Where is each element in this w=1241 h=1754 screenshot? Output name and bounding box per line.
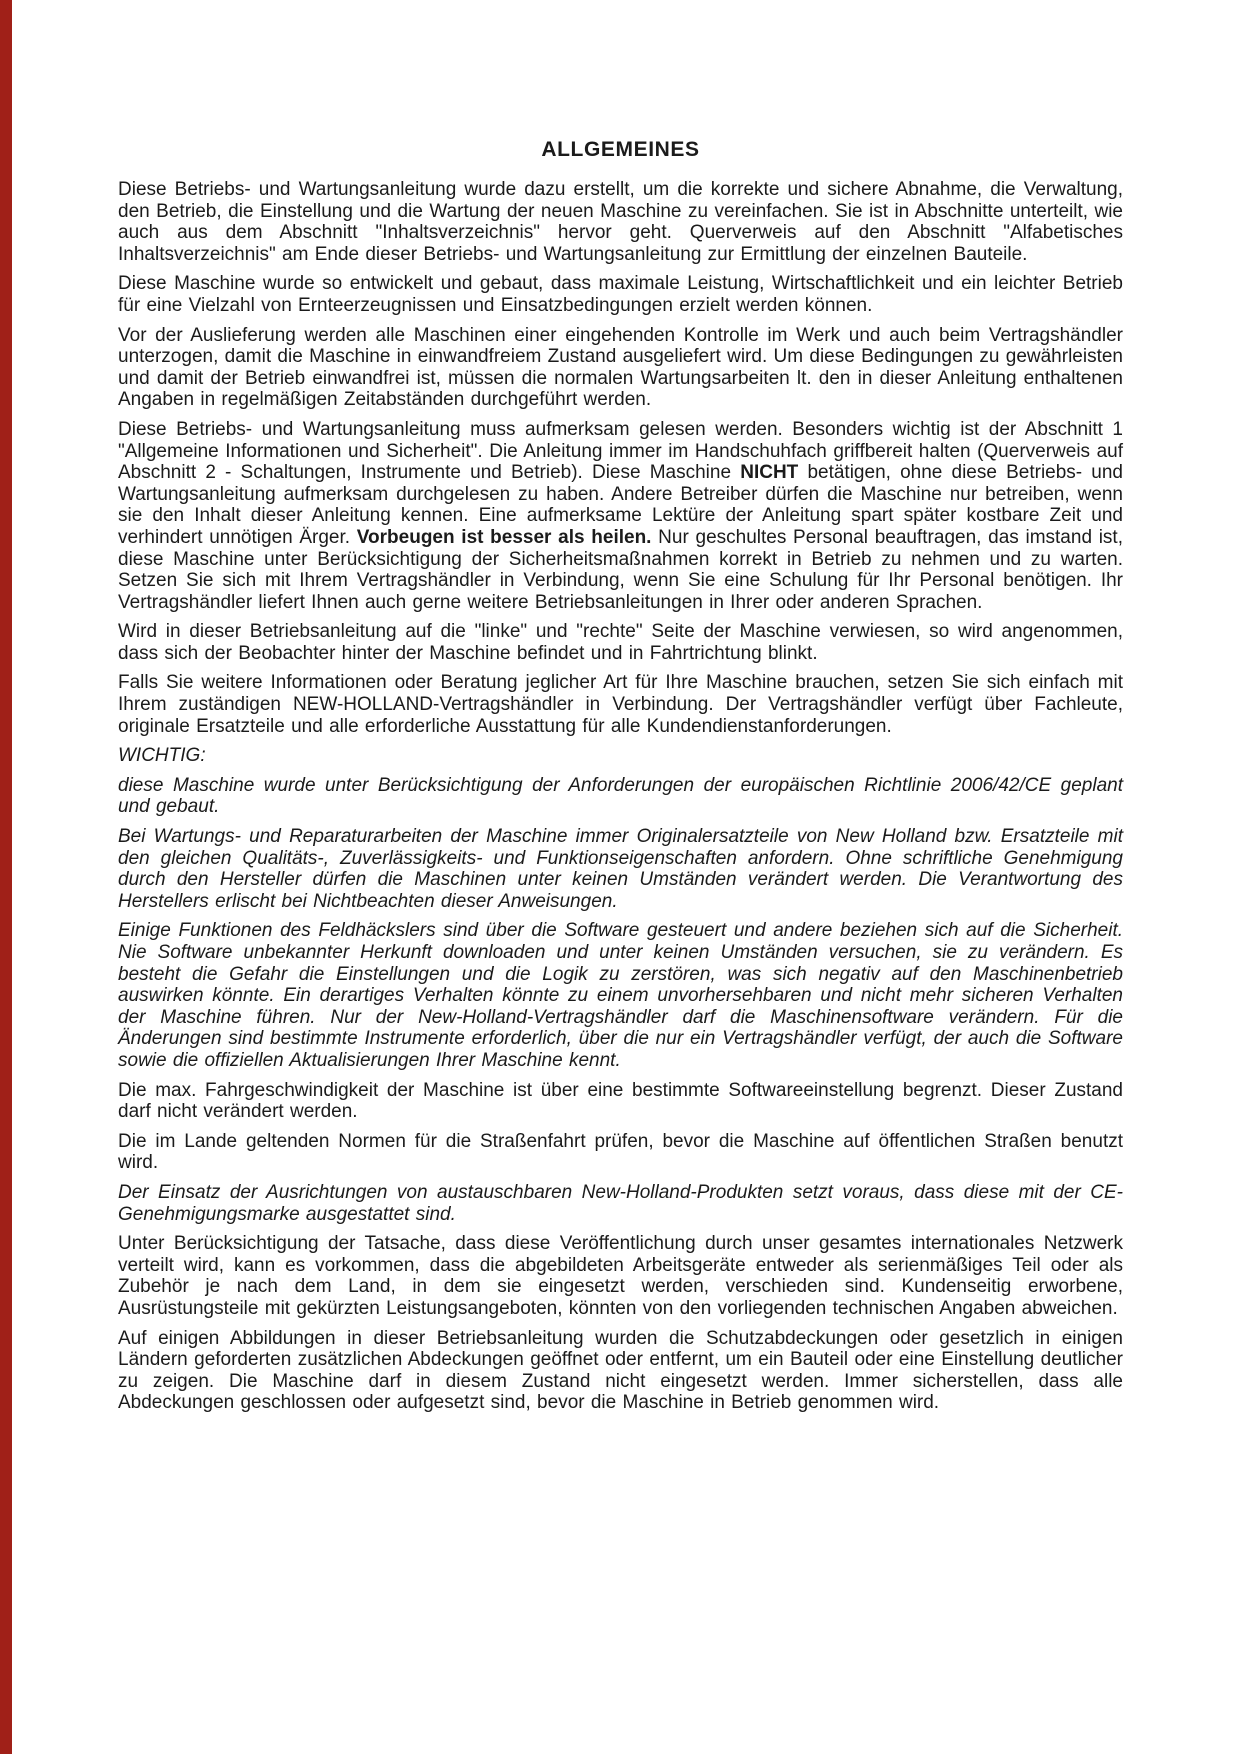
paragraph [118, 826, 1123, 912]
paragraph [118, 775, 1123, 818]
text-run: Einige Funktionen des Feldhäckslers sind über die Software gesteuert und andere beziehen sich auf die Sicherheit. Nie Software unbekannter Herkunft downloaden und unter keinen Umständen versuchen, sie zu verändern. Es besteht die Gefahr die Einstellungen und die Logik zu zerstören, was sich negativ auf den Maschinenbetrieb auswirken könnte. Ein derartiges Verhalten könnte zu einem unvorhersehbaren und nicht mehr sicheren Verhalten der Maschine führen. Nur der New-Holland-Vertragshändler darf die Maschinensoftware verändern. Für die Änderungen sind bestimmte Instrumente erforderlich, über die nur ein Vertragshändler verfügt, der auch die Software sowie die offiziellen Aktualisierungen Ihrer Maschine kennt. [118, 920, 1123, 1071]
page-title: ALLGEMEINES [541, 138, 700, 161]
paragraph [118, 1182, 1123, 1225]
paragraph [118, 672, 1123, 737]
paragraph [118, 179, 1123, 265]
text-run: Bei Wartungs- und Reparaturarbeiten der Maschine immer Originalersatzteile von New Holland bzw. Ersatzteile mit den gleichen Qualitäts-, Zuverlässigkeits- und Funktionseigenschaften anfordern. Ohne schriftliche Genehmigung durch den Hersteller dürfen die Maschinen unter keinen Umständen verändert werden. Die Verantwortung des Herstellers erlischt bei Nichtbeachten dieser Anweisungen. [118, 826, 1123, 912]
paragraph [118, 1131, 1123, 1174]
text-run: WICHTIG: [118, 745, 206, 767]
paragraph [118, 273, 1123, 316]
paragraph [118, 1233, 1123, 1319]
paragraph [118, 1080, 1123, 1123]
text-run: Wird in dieser Betriebsanleitung auf die "linke" und "rechte" Seite der Maschine verwiesen, so wird angenommen, dass sich der Beobachter hinter der Maschine befindet und in Fahrtrichtung blinkt. [118, 621, 1123, 664]
paragraph [118, 745, 1123, 767]
text-run: Auf einigen Abbildungen in dieser Betriebsanleitung wurden die Schutzabdeckungen oder gesetzlich in einigen Ländern geforderten zusätzlichen Abdeckungen geöffnet oder entfernt, um ein Bauteil oder eine Einstellung deutlicher zu zeigen. Die Maschine darf in diesem Zustand nicht eingesetzt werden. Immer sicherstellen, dass alle Abdeckungen geschlossen oder aufgesetzt sind, bevor die Maschine in Betrieb genommen wird. [118, 1327, 1123, 1414]
paragraph [118, 920, 1123, 1071]
text-run: Vor der Auslieferung werden alle Maschinen einer eingehenden Kontrolle im Werk und auch beim Vertragshändler unterzogen, damit die Maschine in einwandfreiem Zustand ausgeliefert wird. Um diese Bedingungen zu gewährleisten und damit der Betrieb einwandfrei ist, müssen die normalen Wartungsarbeiten lt. den in dieser Anleitung enthaltenen Angaben in regelmäßigen Zeitabständen durchgeführt werden. [118, 324, 1123, 411]
paragraph [118, 325, 1123, 411]
paragraph [118, 621, 1123, 664]
paragraph [118, 1328, 1123, 1414]
text-run: Die im Lande geltenden Normen für die Straßenfahrt prüfen, bevor die Maschine auf öffentlichen Straßen benutzt wird. [118, 1130, 1123, 1174]
text-run: Diese Betriebs- und Wartungsanleitung muss aufmerksam gelesen werden. Besonders wichtig ist der Abschnitt 1 "Allgemeine Informationen und Sicherheit". Die Anleitung immer im Handschuhfach griffbereit halten (Querverweis auf Abschnitt 2 - Schaltungen, Instrumente und Betrieb). Diese Maschine [118, 418, 1123, 484]
text-run: betätigen, ohne diese Betriebs- und Wartungsanleitung aufmerksam durchgelesen zu haben. Andere Betreiber dürfen die Maschine nur betreiben, wenn sie den Inhalt dieser Anleitung kennen. Eine aufmerksame Lektüre der Anleitung spart später kostbare Zeit und verhindert unnötigen Ärger. [118, 462, 1123, 548]
paragraph [118, 419, 1123, 613]
text-run: Der Einsatz der Ausrichtungen von austauschbaren New-Holland-Produkten setzt voraus, dass diese mit der CE-Genehmigungsmarke ausgestattet sind. [118, 1181, 1123, 1225]
text-run: Diese Betriebs- und Wartungsanleitung wurde dazu erstellt, um die korrekte und sichere Abnahme, die Verwaltung, den Betrieb, die Einstellung und die Wartung der neuen Maschine zu vereinfachen. Sie ist in Abschnitte unterteilt, wie auch aus dem Abschnitt "Inhaltsverzeichnis" hervor geht. Querverweis auf den Abschnitt "Alfabetisches Inhaltsverzeichnis" am Ende dieser Betriebs- und Wartungsanleitung zur Ermittlung der einzelnen Bauteile. [118, 179, 1123, 265]
text-run: Diese Maschine wurde so entwickelt und gebaut, dass maximale Leistung, Wirtschaftlichkeit und ein leichter Betrieb für eine Vielzahl von Ernteerzeugnissen und Einsatzbedingungen erzielt werden können. [118, 273, 1123, 316]
bold-text-run: NICHT [740, 462, 799, 484]
page-content [118, 138, 1123, 1422]
text-run: Die max. Fahrgeschwindigkeit der Maschine ist über eine bestimmte Softwareeinstellung begrenzt. Dieser Zustand darf nicht verändert werden. [118, 1079, 1123, 1123]
text-run: Unter Berücksichtigung der Tatsache, dass diese Veröffentlichung durch unser gesamtes internationales Netzwerk verteilt wird, kann es vorkommen, dass die abgebildeten Arbeitsgeräte entweder als serienmäßiges Teil oder als Zubehör je nach dem Land, in dem sie eingesetzt werden, verschieden sind. Kundenseitig erworbene, Ausrüstungsteile mit gekürzten Leistungsangeboten, könnten von den vorliegenden technischen Angaben abweichen. [118, 1233, 1123, 1319]
bold-text-run: Vorbeugen ist besser als heilen. [356, 526, 652, 548]
text-run: Nur geschultes Personal beauftragen, das imstand ist, diese Maschine unter Berücksichtigung der Sicherheitsmaßnahmen korrekt in Betrieb zu nehmen und zu warten. Setzen Sie sich mit Ihrem Vertragshändler in Verbindung, wenn Sie eine Schulung für Ihr Personal benötigen. Ihr Vertragshändler liefert Ihnen auch gerne weitere Betriebsanleitungen in Ihrer oder anderen Sprachen. [118, 526, 1123, 613]
text-run: Falls Sie weitere Informationen oder Beratung jeglicher Art für Ihre Maschine brauchen, setzen Sie sich einfach mit Ihrem zuständigen NEW-HOLLAND-Vertragshändler in Verbindung. Der Vertragshändler verfügt über Fachleute, originale Ersatzteile und alle erforderliche Ausstattung für alle Kundendienstanforderungen. [118, 672, 1123, 737]
page-left-red-edge [0, 0, 12, 1754]
page-body [118, 179, 1123, 1414]
text-run: diese Maschine wurde unter Berücksichtigung der Anforderungen der europäischen Richtlinie 2006/42/CE geplant und gebaut. [118, 774, 1123, 818]
